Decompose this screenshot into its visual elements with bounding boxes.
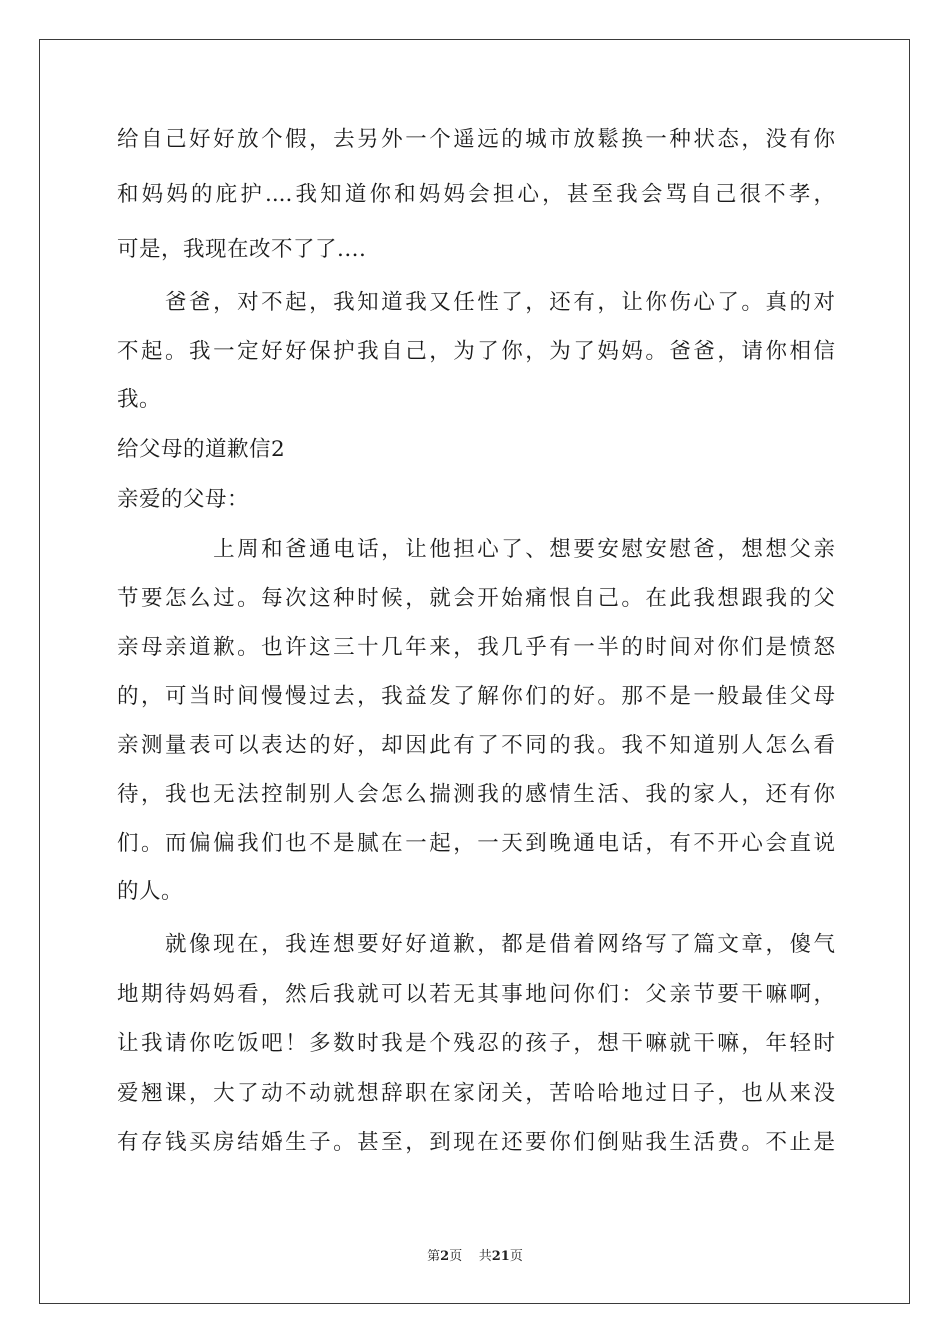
salutation: 亲爱的父母：: [117, 487, 250, 512]
text-line: 亲母亲道歉。也许这三十几年来，我几乎有一半的时间对你们是愤怒: [117, 635, 835, 660]
text-line: 节要怎么过。每次这种时候，就会开始痛恨自己。在此我想跟我的父: [117, 586, 835, 611]
text-line: 有存钱买房结婚生子。甚至，到现在还要你们倒贴我生活费。不止是: [117, 1130, 835, 1155]
page-suffix: 页: [449, 1249, 463, 1264]
page-footer: [0, 1249, 950, 1265]
text-line: 的人。: [117, 879, 184, 904]
text-line: 爱翘课，大了动不动就想辞职在家闭关，苦哈哈地过日子，也从来没: [117, 1081, 835, 1106]
total-prefix: 共: [478, 1249, 492, 1264]
text-line: 让我请你吃饭吧！多数时我是个残忍的孩子，想干嘛就干嘛，年轻时: [117, 1031, 835, 1056]
text-line: 爸爸，对不起，我知道我又任性了，还有，让你伤心了。真的对: [117, 290, 835, 315]
text-line: 的，可当时间慢慢过去，我益发了解你们的好。那不是一般最佳父母: [117, 684, 835, 709]
total-suffix: 页: [509, 1249, 523, 1264]
text-line: 就像现在，我连想要好好道歉，都是借着网络写了篇文章，傻气: [117, 932, 835, 957]
text-line: 们。而偏偏我们也不是腻在一起，一天到晚通电话，有不开心会直说: [117, 831, 835, 856]
section-heading: 给父母的道歉信2: [117, 437, 286, 462]
total-pages: 21: [491, 1249, 510, 1264]
text-line: 我。: [117, 387, 162, 412]
text-line: 待，我也无法控制别人会怎么揣测我的感情生活、我的家人，还有你: [117, 782, 835, 807]
text-line: 给自己好好放个假，去另外一个遥远的城市放鬆换一种状态，没有你: [117, 127, 835, 152]
page-prefix: 第: [427, 1249, 441, 1264]
text-line: 可是，我现在改不了了....: [117, 237, 367, 262]
text-line: 地期待妈妈看，然后我就可以若无其事地问你们：父亲节要干嘛啊，: [117, 982, 835, 1007]
page-border: [39, 39, 910, 1304]
text-line: 和妈妈的庇护....我知道你和妈妈会担心，甚至我会骂自己很不孝，: [117, 182, 835, 207]
text-line: 亲测量表可以表达的好，却因此有了不同的我。我不知道别人怎么看: [117, 733, 835, 758]
page-number: 2: [440, 1249, 450, 1264]
text-line: 不起。我一定好好保护我自己，为了你，为了妈妈。爸爸，请你相信: [117, 339, 835, 364]
text-line: 上周和爸通电话，让他担心了、想要安慰安慰爸，想想父亲: [117, 537, 835, 562]
